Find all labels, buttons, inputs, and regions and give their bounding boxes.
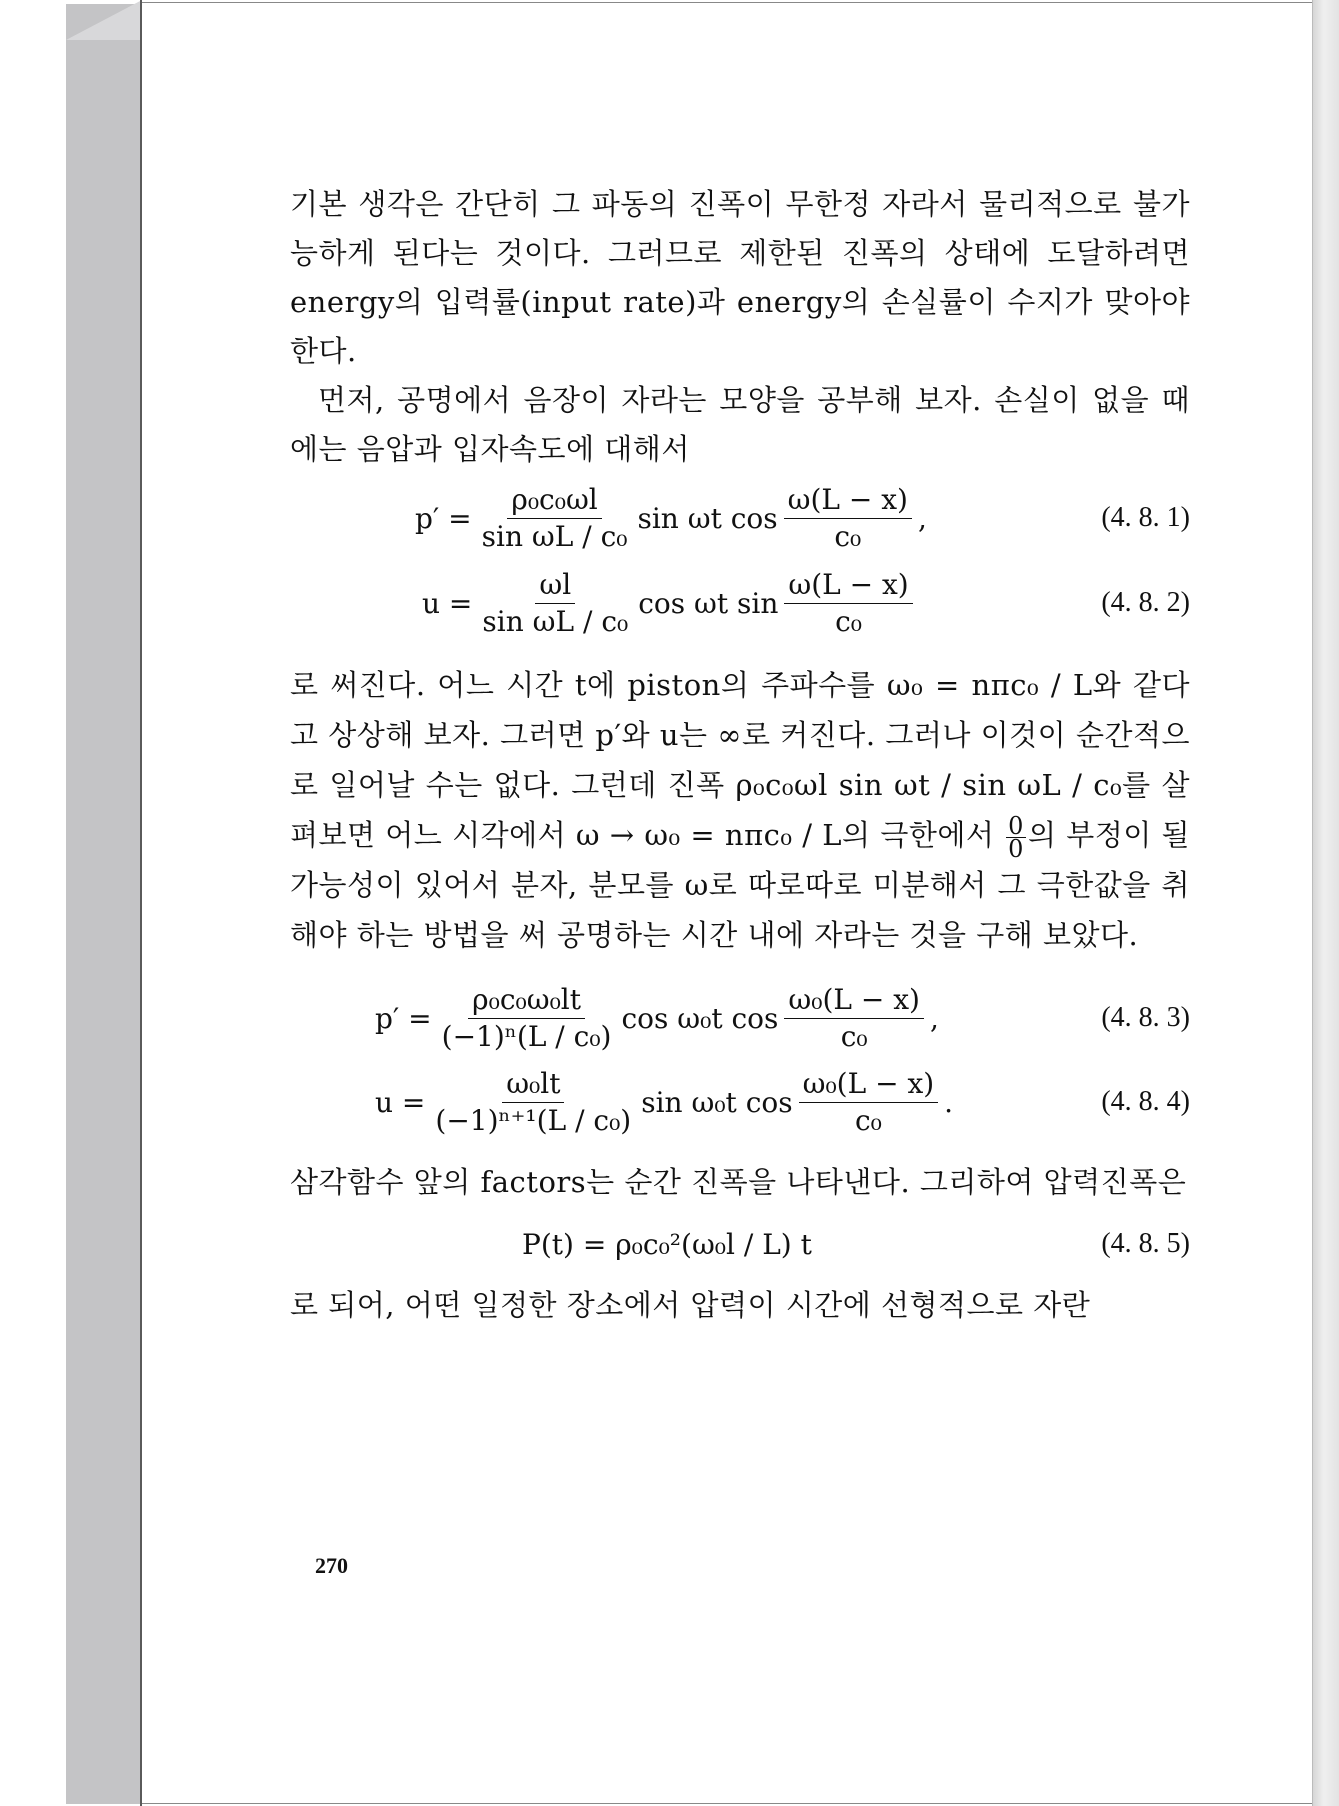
fraction-denominator: (−1)ⁿ(L / c₀) (441, 1019, 612, 1053)
equation-4-8-1 (290, 474, 1190, 562)
equation-middle: sin ωt cos (637, 501, 778, 535)
paragraph-3-text-a: 로 써진다. 어느 시간 t에 piston의 주파수를 ω₀ = nπc₀ / L와 같다고 상상해 보자. 그러면 p′와 u는 ∞로 커진다. 그러나 이것이 순간적으로 일어날 수는 없다. 그런데 진폭 ρ₀c₀ωl sin ωt / sin ωL / c₀를 살펴보면 어느 시각에서 ω → ω₀ = nπc₀ / L의 극한에서 (290, 668, 1190, 852)
equation-middle: sin ω₀t cos (641, 1085, 793, 1119)
fraction-numerator: ω₀(L − x) (784, 984, 924, 1019)
paragraph-2: 먼저, 공명에서 음장이 자라는 모양을 공부해 보자. 손실이 없을 때에는 음압과 입자속도에 대해서 (290, 383, 1190, 466)
fraction-denominator: 0 (1008, 834, 1024, 863)
equation-middle: cos ω₀t cos (621, 1001, 779, 1035)
equation-tail: . (944, 1085, 954, 1119)
equation-body (422, 569, 919, 638)
equation-text: P(t) = ρ₀c₀²(ω₀l / L) t (522, 1227, 812, 1261)
fraction-denominator: (−1)ⁿ⁺¹(L / c₀) (435, 1103, 632, 1137)
equation-fraction (478, 484, 632, 553)
book-spine-top (66, 0, 142, 40)
equation-fraction (784, 484, 912, 553)
fraction-numerator: ω₀(L − x) (799, 1068, 939, 1103)
equation-4-8-2 (290, 562, 1190, 644)
equation-fraction (784, 569, 912, 638)
equation-middle: cos ωt sin (638, 586, 779, 620)
fraction-denominator: sin ωL / c₀ (481, 519, 628, 553)
equation-4-8-5 (290, 1207, 1190, 1281)
equation-lhs: u = (422, 586, 473, 620)
page-number: 270 (315, 1553, 348, 1578)
fraction-numerator: 0 (1008, 811, 1024, 840)
fraction-numerator: ω₀lt (502, 1068, 564, 1103)
equation-tail: , (917, 501, 927, 535)
paragraph-3-text-b: 의 부정이 될 가능성이 있어서 분자, 분모를 ω로 따로따로 미분해서 그 극한값을 취해야 하는 방법을 써 공명하는 시간 내에 자라는 것을 구해 보았다. (290, 818, 1191, 952)
equation-number: (4. 8. 2) (1101, 587, 1190, 618)
fraction-numerator: ω(L − x) (784, 484, 912, 519)
fraction-numerator: ρ₀c₀ω₀lt (468, 984, 585, 1019)
fraction-denominator: c₀ (834, 519, 862, 553)
equation-number: (4. 8. 3) (1101, 1002, 1190, 1033)
page-edge-shadow (1312, 0, 1339, 1806)
equation-lhs: p′ = (375, 1001, 432, 1035)
fraction-numerator: ωl (535, 569, 575, 604)
equation-fraction (478, 569, 632, 638)
equation-tail: , (929, 1001, 939, 1035)
fraction-numerator: ρ₀c₀ωl (507, 484, 601, 519)
fraction-denominator: c₀ (854, 1103, 882, 1137)
equation-body (375, 984, 939, 1053)
paragraph-4: 삼각함수 앞의 factors는 순간 진폭을 나타낸다. 그리하여 압력진폭은 (290, 1165, 1187, 1199)
equation-body (375, 1068, 953, 1137)
paragraph-5: 로 되어, 어떤 일정한 장소에서 압력이 시간에 선형적으로 자란 (290, 1288, 1091, 1322)
equation-number: (4. 8. 1) (1101, 502, 1190, 533)
equation-fraction (431, 1068, 635, 1137)
equation-4-8-3 (290, 976, 1190, 1060)
fraction-denominator: sin ωL / c₀ (482, 604, 629, 638)
equation-number: (4. 8. 5) (1101, 1228, 1190, 1259)
equation-lhs: p′ = (415, 501, 472, 535)
equation-fraction (784, 984, 924, 1053)
paragraph-3 (290, 660, 1190, 960)
equation-lhs: u = (375, 1085, 426, 1119)
equation-body (522, 1228, 812, 1261)
page-content (290, 180, 1190, 1330)
equation-number: (4. 8. 4) (1101, 1086, 1190, 1117)
zero-over-zero-fraction (1006, 811, 1026, 863)
fraction-denominator: c₀ (835, 604, 862, 638)
equation-fraction (438, 984, 616, 1053)
fraction-denominator: c₀ (840, 1019, 868, 1053)
fraction-numerator: ω(L − x) (784, 569, 912, 604)
equation-body (415, 484, 927, 553)
equation-fraction (799, 1068, 939, 1137)
book-spine (66, 4, 142, 1804)
paragraph-1: 기본 생각은 간단히 그 파동의 진폭이 무한정 자라서 물리적으로 불가능하게 된다는 것이다. 그러므로 제한된 진폭의 상태에 도달하려면 energy의 입력률(input rate)과 energy의 손실률이 수지가 맞아야 한다. (290, 187, 1190, 368)
equation-4-8-4 (290, 1060, 1190, 1144)
